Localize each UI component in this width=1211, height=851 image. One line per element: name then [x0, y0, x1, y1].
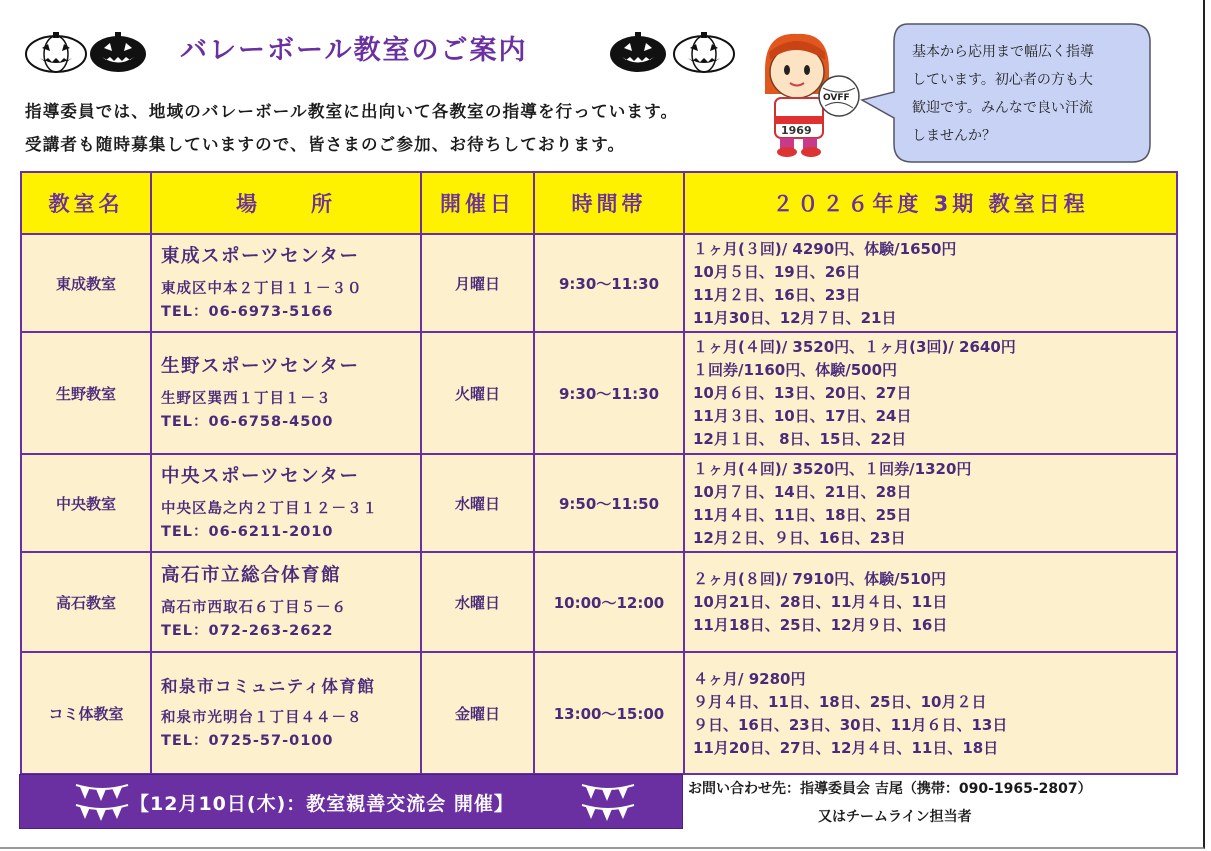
classroom-name: 東成教室 [21, 234, 151, 332]
schedule-line: 11月３日、10日、17日、24日 [693, 407, 912, 425]
ball-logo-text: OVFF [823, 93, 850, 103]
day-cell: 金曜日 [421, 652, 534, 774]
location-cell [151, 332, 421, 454]
bunting-flags-right-icon [580, 781, 636, 823]
schedule-cell [684, 552, 1177, 652]
schedule-line: 11月４日、11日、18日、25日 [693, 505, 912, 524]
table-row [21, 332, 1177, 454]
time-cell: 9:50～11:50 [534, 454, 684, 552]
day-cell: 水曜日 [421, 454, 534, 552]
venue-name: 生野スポーツセンター [161, 356, 360, 377]
classroom-name: 生野教室 [21, 332, 151, 454]
contact-alternate: 又はチームライン担当者 [818, 809, 972, 825]
venue-phone: TEL：06-6973-5166 [161, 304, 334, 320]
venue-address: 中央区島之内２丁目１２－３１ [161, 501, 378, 517]
location-cell [151, 454, 421, 552]
time-cell: 9:30～11:30 [534, 234, 684, 332]
schedule-line: 11月30日、12月７日、21日 [693, 308, 897, 327]
mascot-shirt-text: 1969 [781, 124, 812, 137]
schedule-line: ９月４日、11日、18日、25日、10月２日 [693, 692, 987, 711]
location-cell [151, 652, 421, 774]
pumpkin-icons-right [608, 30, 738, 74]
pumpkin-black-icon [90, 32, 146, 72]
time-cell: 10:00～12:00 [534, 552, 684, 652]
schedule-table [20, 171, 1178, 775]
venue-address: 生野区巽西１丁目１－３ [161, 391, 332, 407]
venue-address: 和泉市光明台１丁目４４－８ [161, 710, 363, 726]
speech-bubble-text [912, 38, 1142, 150]
day-cell: 火曜日 [421, 332, 534, 454]
column-header-day: 開催日 [421, 172, 534, 234]
schedule-cell [684, 652, 1177, 774]
bubble-line: 歓迎です。みんなで良い汗流 [912, 100, 1093, 116]
contact-info: お問い合わせ先：指導委員会 吉尾（携帯：090-1965-2807） [688, 781, 1092, 797]
schedule-line: １回券/1160円、体験/500円 [693, 361, 898, 379]
schedule-line: 11月２日、16日、23日 [693, 285, 861, 304]
schedule-line: １ヶ月(４回)/ 3520円、１回券/1320円 [693, 459, 972, 478]
classroom-name: コミ体教室 [21, 652, 151, 774]
pumpkin-outline-icon [674, 32, 734, 72]
schedule-line: １ヶ月(４回)/ 3520円、１ヶ月(3回)/ 2640円 [693, 338, 1016, 356]
schedule-cell [684, 234, 1177, 332]
event-banner-text: 【12月10日(木)：教室親善交流会 開催】 [130, 793, 514, 815]
table-row [21, 234, 1177, 332]
schedule-cell [684, 454, 1177, 552]
schedule-line: １ヶ月(３回)/ 4290円、体験/1650円 [693, 239, 957, 258]
classroom-name: 高石教室 [21, 552, 151, 652]
venue-phone: TEL：06-6758-4500 [161, 414, 334, 430]
venue-name: 和泉市コミュニティ体育館 [161, 677, 376, 696]
location-cell [151, 234, 421, 332]
pumpkin-icons-left [24, 30, 149, 74]
schedule-line: 10月５日、19日、26日 [693, 262, 861, 281]
venue-address: 東成区中本２丁目１１－３０ [161, 281, 363, 297]
schedule-cell [684, 332, 1177, 454]
intro-text-line2: 受講者も随時募集していますので、皆さまのご参加、お待ちしております。 [25, 135, 626, 154]
schedule-line: 10月21日、28日、11月４日、11日 [693, 593, 948, 611]
event-banner [19, 774, 683, 829]
time-cell: 9:30～11:30 [534, 332, 684, 454]
column-header-time: 時間帯 [534, 172, 684, 234]
column-header-location: 場 所 [151, 172, 421, 234]
venue-name: 東成スポーツセンター [161, 246, 360, 267]
pumpkin-black-icon [610, 32, 666, 72]
table-row [21, 552, 1177, 652]
bunting-flags-left-icon [74, 781, 130, 823]
venue-phone: TEL：072-263-2622 [161, 623, 334, 639]
mascot-illustration [755, 30, 865, 158]
classroom-name: 中央教室 [21, 454, 151, 552]
bubble-line: しませんか？ [912, 128, 996, 144]
time-cell: 13:00～15:00 [534, 652, 684, 774]
location-cell [151, 552, 421, 652]
bubble-line: しています。初心者の方も大 [912, 72, 1093, 88]
day-cell: 水曜日 [421, 552, 534, 652]
day-cell: 月曜日 [421, 234, 534, 332]
schedule-line: 11月18日、25日、12月９日、16日 [693, 616, 948, 634]
pumpkin-outline-icon [26, 32, 86, 72]
column-header-classroom: 教室名 [21, 172, 151, 234]
intro-text-line1: 指導委員では、地域のバレーボール教室に出向いて各教室の指導を行っています。 [25, 102, 679, 121]
schedule-line: 10月７日、14日、21日、28日 [693, 482, 912, 501]
venue-name: 中央スポーツセンター [161, 466, 360, 487]
schedule-line: 11月20日、27日、12月４日、11日、18日 [693, 738, 999, 757]
schedule-line: ４ヶ月/ 9280円 [693, 669, 806, 688]
venue-address: 高石市西取石６丁目５－６ [161, 600, 347, 616]
column-header-schedule: ２０２６年度 3期 教室日程 [684, 172, 1177, 234]
schedule-line: ９日、16日、23日、30日、11月６日、13日 [693, 715, 1008, 734]
schedule-line: 12月１日、 8日、15日、22日 [693, 430, 907, 448]
schedule-line: 12月２日、９日、16日、23日 [693, 528, 906, 547]
schedule-line: 10月６日、13日、20日、27日 [693, 384, 912, 402]
venue-name: 高石市立総合体育館 [161, 565, 342, 586]
page-title: バレーボール教室のご案内 [180, 35, 528, 66]
venue-phone: TEL：06-6211-2010 [161, 524, 334, 540]
table-row [21, 454, 1177, 552]
venue-phone: TEL：0725-57-0100 [161, 733, 334, 749]
bubble-line: 基本から応用まで幅広く指導 [912, 44, 1094, 60]
schedule-line: ２ヶ月(８回)/ 7910円、体験/510円 [693, 570, 946, 588]
table-header-row [21, 172, 1177, 234]
table-row [21, 652, 1177, 774]
